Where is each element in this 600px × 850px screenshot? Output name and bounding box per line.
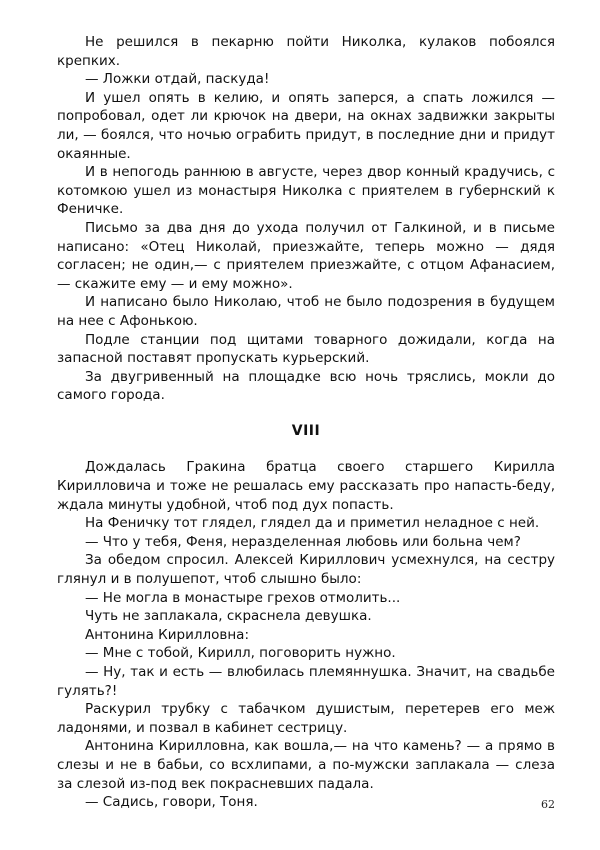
paragraph: — Что у тебя, Феня, неразделенная любовь или больна чем? — [85, 533, 521, 550]
paragraph: И написано было Николаю, чтоб не было подозрения в будущем на нее с Афонькою. — [57, 294, 555, 329]
paragraph: Чуть не заплакала, скраснела девушка. — [85, 608, 372, 625]
paragraph: — Ну, так и есть — влюбилась племяннушка. Значит, на свадьбе гулять?! — [57, 664, 555, 699]
paragraph: Дождалась Гракина братца своего старшего Кирилла Кирилловича и тоже не решалась ему рассказать про напасть-беду, ждала минуты удобной, чтоб под дух попасть. — [57, 459, 555, 513]
paragraph: И ушел опять в келию, и опять заперся, а спать ложился — попробовал, одет ли крючок на двери, на окнах задвижки закрыты ли, — боялся, что ночью ограбить придут, в последние дни и придут окаянные. — [57, 89, 555, 162]
paragraph: За обедом спросил. Алексей Кириллович усмехнулся, на сестру глянул и в полушепот, чтоб слышно было: — [57, 552, 555, 588]
paragraph: Письмо за два дня до ухода получил от Галкиной, и в письме написано: «Отец Николай, приезжайте, теперь можно — дядя согласен; не один,— с приятелем приезжайте, с отцом Афанасием,— скажите ему — и ему можно». — [57, 219, 555, 292]
chapter-heading: VIII — [291, 422, 321, 439]
paragraph: — Не могла в монастыре грехов отмолить... — [85, 589, 401, 606]
paragraph: Антонина Кирилловна, как вошла,— на что камень? — а прямо в слезы и не в бабьи, со всхлипами, а по-мужски заплакала — слеза за слезой из-под век покрасневших падала. — [57, 738, 555, 792]
section-1 — [57, 33, 555, 405]
paragraph: За двугривенный на площадке всю ночь тряслись, мокли до самого города. — [57, 368, 555, 404]
page-body — [57, 33, 555, 812]
section-2 — [57, 458, 555, 811]
paragraph: — Мне с тобой, Кирилл, поговорить нужно. — [85, 645, 396, 662]
paragraph: Антонина Кирилловна: — [85, 626, 249, 643]
paragraph: Раскурил трубку с табачком душистым, перетерев его меж ладонями, и позвал в кабинет сестрицу. — [57, 701, 555, 736]
paragraph: И в непогодь раннюю в августе, через двор конный крадучись, с котомкою ушел из монастыря Николка с приятелем в губернский к Феничке. — [57, 164, 555, 218]
paragraph: Подле станции под щитами товарного дожидали, когда на запасной поставят пропускать курьерский. — [57, 331, 555, 367]
page-number: 62 — [541, 798, 555, 811]
paragraph: — Ложки отдай, паскуда! — [85, 71, 270, 88]
paragraph: — Садись, говори, Тоня. — [85, 794, 258, 811]
paragraph: На Феничку тот глядел, глядел да и приметил неладное с ней. — [85, 515, 540, 532]
paragraph: Не решился в пекарню пойти Николка, кулаков побоялся крепких. — [57, 34, 555, 69]
